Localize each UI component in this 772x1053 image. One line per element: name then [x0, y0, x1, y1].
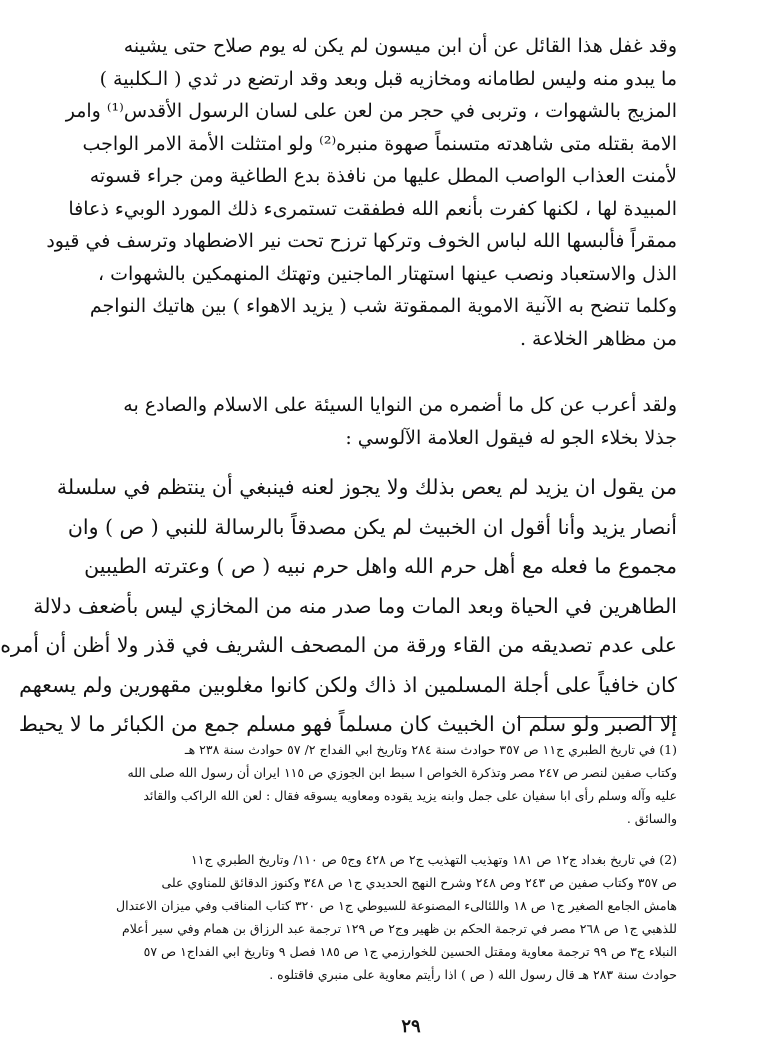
- footnote-line: للذهبي ج١ ص ٢٦٨ مصر في ترجمة الحكم بن ظهير وج٢ ص ١٢٩ ترجمة عبد الرزاق بن همام وفي سير أعلام: [121, 921, 677, 936]
- quote-line: كان خافياً على أجلة المسلمين اذ ذاك ولكن كانوا مغلوبين مقهورين ولم يسعهم: [19, 672, 677, 697]
- page-number: ٢٩: [401, 1016, 421, 1037]
- main-paragraph: [46, 30, 677, 355]
- text-line: من مظاهر الخلاعة .: [519, 327, 677, 350]
- quote-line: الطاهرين في الحياة وبعد المات وما صدر منه من المخازي ليس بأضعف دلالة: [33, 593, 677, 618]
- text-line: ولقد أعرب عن كل ما أضمره من النوايا السيئة على الاسلام والصادع به: [123, 394, 677, 416]
- second-paragraph: [123, 389, 677, 454]
- footnote-separator: [517, 717, 677, 718]
- text-line: وكلما تنضح به الآنية الاموية الممقوتة شب ( يزيد الاهواء ) بين هاتيك النواجم: [89, 295, 677, 317]
- quote-line: من يقول ان يزيد لم يعص بذلك ولا يجوز لعنه فينبغي أن ينتظم في سلسلة: [56, 475, 677, 499]
- text-line: المبيدة لها ، لكنها كفرت بأنعم الله فطفقت تستمرىء ذلك المورد الوبيء ذعافا: [68, 197, 677, 220]
- text-line: لأمنت العذاب الواصب المطل عليها من نافذة بدع الطاغية ومن جراء قسوته: [89, 165, 677, 187]
- footnote-line: ص ٣٥٧ وكتاب صفين ص ٢٤٣ وص ٢٤٨ وشرح النهج الحديدي ج١ ص ٣٤٨ وكنوز الدقائق للمناوي على: [161, 875, 677, 890]
- footnote-line: عليه وآله وسلم رأى ابا سفيان على جمل وابنه يزيد يقوده ومعاويه يسوقه فقال : لعن الله الراكب والقائد: [143, 788, 677, 803]
- text-line: الامة بقتله متى شاهدته متسنماً صهوة منبره⁽²⁾ ولو امتثلت الأمة الامر الواجب: [82, 132, 677, 155]
- footnote-line: (2) في تاريخ بغداد ج١٢ ص ١٨١ وتهذيب التهذيب ج٢ ص ٤٢٨ وج٥ ص ١١٠/ وتاريخ الطبري ج١١: [191, 852, 677, 867]
- footnote-line: هامش الجامع الصغير ج١ ص ١٨ واللئالىء المصنوعة للسيوطي ج١ ص ٣٢٠ كتاب المناقب وفي ميزان الاعتدال: [116, 898, 677, 913]
- footnote-line: والسائق .: [626, 811, 677, 826]
- footnote-1: [127, 738, 677, 830]
- quote-line: مجموع ما فعله مع أهل حرم الله واهل حرم نبيه ( ص ) وعترته الطيبين: [84, 554, 677, 578]
- footnote-line: حوادث سنة ٢٨٣ هـ قال رسول الله ( ص ) اذا رأيتم معاوية على منبري فاقتلوه .: [269, 967, 677, 982]
- footnote-line: النبلاء ج٣ ص ٩٩ ترجمة معاوية ومقتل الحسين للخوارزمي ج١ ص ١٨٥ فصل ٩ وتاريخ ابي الفداج١ ص ٥٧: [143, 944, 677, 959]
- footnote-2: [116, 848, 677, 986]
- quote-line: أنصار يزيد وأنا أقول ان الخبيث لم يكن مصدقاً بالرسالة للنبي ( ص ) وان: [67, 514, 677, 539]
- quote-line: على عدم تصديقه من القاء ورقة من المصحف الشريف في قذر ولا أظن أن أمره: [0, 633, 677, 657]
- text-line: جذلا بخلاء الجو له فيقول العلامة الآلوسي :: [345, 426, 677, 449]
- text-line: المزيج بالشهوات ، وتربى في حجر من لعن على لسان الرسول الأقدس⁽¹⁾ وامر: [65, 100, 677, 122]
- footnote-line: وكتاب صفين لنصر ص ٢٤٧ مصر وتذكرة الخواص ا سبط ابن الجوزي ص ١١٥ ايران أن رسول الله صلى الله: [127, 765, 677, 780]
- text-line: وقد غفل هذا القائل عن أن ابن ميسون لم يكن له يوم صلاح حتى يشينه: [123, 35, 677, 57]
- alusi-quote: [0, 468, 677, 745]
- text-line: ما يبدو منه وليس لطامانه ومخازيه قبل وبعد وقد ارتضع در ثدي ( الـكلبية ): [99, 67, 677, 90]
- quote-line: إلا الصبر ولو سلم ان الخبيث كان مسلماً فهو مسلم جمع من الكبائر ما لا يحيط: [18, 712, 677, 736]
- text-line: الذل والاستعباد ونصب عينها استهتار الماجنين وتهتك المنهمكين بالشهوات ،: [97, 262, 677, 285]
- text-line: ممقراً فألبسها الله لباس الخوف وتركها ترزح تحت نير الاضطهاد وترسف في قيود: [46, 230, 677, 252]
- footnote-line: (1) في تاريخ الطبري ج١١ ص ٣٥٧ حوادث سنة ٢٨٤ وتاريخ ابي الفداج ٢/ ٥٧ حوادث سنة ٢٣٨ هـ: [184, 742, 677, 757]
